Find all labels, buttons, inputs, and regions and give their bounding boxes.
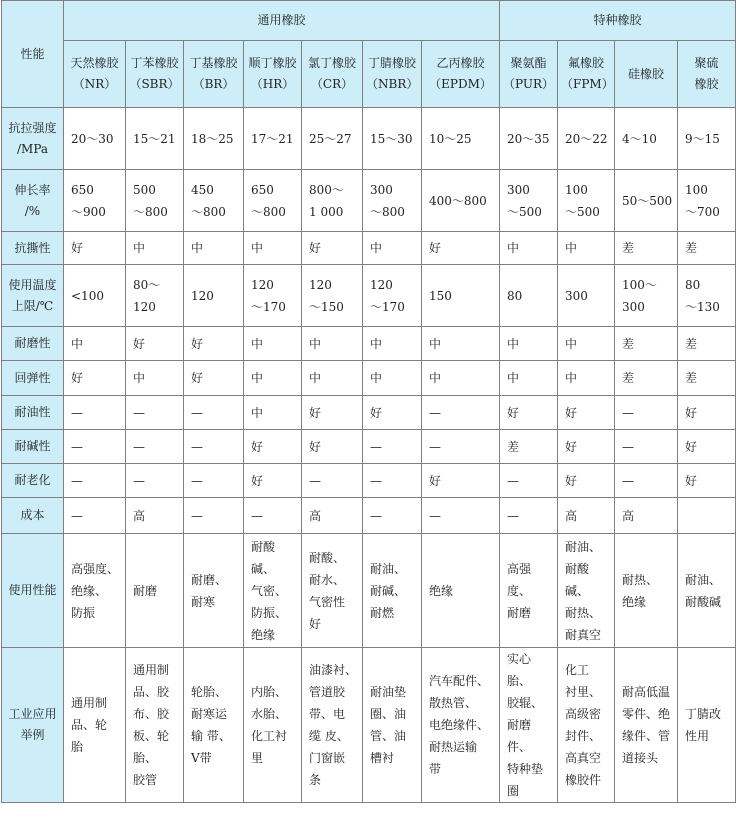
row-header: 伸长率 /%	[2, 170, 64, 232]
table-cell: 中	[244, 327, 302, 361]
table-row	[2, 108, 736, 170]
table-cell: <100	[64, 265, 126, 327]
column-header: 乙丙橡胶 （EPDM）	[422, 41, 500, 108]
table-cell: —	[363, 464, 422, 498]
row-header: 抗拉强度 /MPa	[2, 108, 64, 170]
table-cell: 800～ 1 000	[302, 170, 363, 232]
table-cell: 18～25	[184, 108, 244, 170]
table-cell: 10～25	[422, 108, 500, 170]
table-cell: 120	[184, 265, 244, 327]
table-cell: 80～120	[126, 265, 184, 327]
table-cell: 好	[244, 430, 302, 464]
table-cell: 中	[244, 396, 302, 430]
table-cell: —	[500, 464, 558, 498]
table-cell: 高	[126, 498, 184, 534]
property-header: 性能	[2, 1, 64, 108]
table-cell: 内胎、 水胎、 化工衬 里	[244, 648, 302, 803]
table-cell: —	[422, 396, 500, 430]
table-cell: 25～27	[302, 108, 363, 170]
row-header: 抗撕性	[2, 232, 64, 265]
table-cell: 中	[422, 361, 500, 396]
table-row	[2, 534, 736, 648]
special-rubber-group-header: 特种橡胶	[500, 1, 736, 41]
general-rubber-group-header: 通用橡胶	[64, 1, 500, 41]
table-cell: 好	[363, 396, 422, 430]
table-cell: 高	[558, 498, 615, 534]
table-cell: 中	[302, 327, 363, 361]
table-cell: 650 ～800	[244, 170, 302, 232]
table-cell: 中	[302, 361, 363, 396]
table-cell: 耐油、 耐碱、 耐燃	[363, 534, 422, 648]
row-header: 成本	[2, 498, 64, 534]
table-cell: —	[615, 430, 678, 464]
table-cell: 300 ～800	[363, 170, 422, 232]
table-cell: —	[363, 498, 422, 534]
table-cell: 差	[615, 327, 678, 361]
table-cell: —	[64, 430, 126, 464]
table-cell: —	[244, 498, 302, 534]
table-row	[2, 430, 736, 464]
table-cell: 绝缘	[422, 534, 500, 648]
table-cell: 好	[64, 232, 126, 265]
table-cell: 100 ～700	[678, 170, 736, 232]
table-cell: 中	[64, 327, 126, 361]
table-cell: 好	[184, 361, 244, 396]
table-cell: 中	[558, 361, 615, 396]
table-cell: 好	[500, 396, 558, 430]
table-cell: 汽车配件、 散热管、 电绝缘件、 耐热运输 带	[422, 648, 500, 803]
table-cell: 轮胎、 耐寒运 输 带、 V带	[184, 648, 244, 803]
table-cell: 好	[184, 327, 244, 361]
table-cell: 差	[678, 327, 736, 361]
table-cell: —	[126, 464, 184, 498]
table-cell: 耐磨	[126, 534, 184, 648]
table-cell: —	[422, 430, 500, 464]
table-cell: 好	[558, 430, 615, 464]
table-cell: 差	[500, 430, 558, 464]
column-header: 氯丁橡胶 （CR）	[302, 41, 363, 108]
table-cell: 耐高低温 零件、绝 缘件、管 道接头	[615, 648, 678, 803]
table-cell: 耐酸碱、 气密、 防振、 绝缘	[244, 534, 302, 648]
row-header: 使用性能	[2, 534, 64, 648]
table-cell: 高强度、 绝缘、 防振	[64, 534, 126, 648]
table-cell: 400～800	[422, 170, 500, 232]
table-row	[2, 327, 736, 361]
table-cell: 300 ～500	[500, 170, 558, 232]
column-header: 氟橡胶 （FPM）	[558, 41, 615, 108]
table-row	[2, 232, 736, 265]
table-body	[2, 108, 736, 803]
table-cell: 差	[615, 361, 678, 396]
table-cell: 中	[500, 361, 558, 396]
table-cell: 好	[64, 361, 126, 396]
row-header: 耐老化	[2, 464, 64, 498]
table-cell: 耐油垫 圈、油 管、油 槽衬	[363, 648, 422, 803]
table-cell: 耐磨、 耐寒	[184, 534, 244, 648]
table-cell: 650 ～900	[64, 170, 126, 232]
table-cell: 高	[302, 498, 363, 534]
table-row	[2, 648, 736, 803]
table-cell: 中	[244, 361, 302, 396]
table-row	[2, 361, 736, 396]
table-cell: 80 ～130	[678, 265, 736, 327]
table-cell: 450 ～800	[184, 170, 244, 232]
table-cell: 差	[678, 232, 736, 265]
table-cell: 中	[363, 361, 422, 396]
table-cell: —	[64, 498, 126, 534]
table-row	[2, 265, 736, 327]
table-cell: 120 ～170	[244, 265, 302, 327]
table-cell: 通用制 品、胶 布、胶 板、轮 胎、 胶管	[126, 648, 184, 803]
table-cell: 中	[422, 327, 500, 361]
table-cell: 好	[302, 396, 363, 430]
table-cell: 中	[126, 361, 184, 396]
row-header: 耐油性	[2, 396, 64, 430]
table-row	[2, 396, 736, 430]
table-cell: —	[500, 498, 558, 534]
table-cell: 实心胎、 胶辊、 耐磨件、 特种垫 圈	[500, 648, 558, 803]
table-cell: 80	[500, 265, 558, 327]
table-cell: —	[363, 430, 422, 464]
table-cell: 15～21	[126, 108, 184, 170]
table-cell: 100 ～500	[558, 170, 615, 232]
table-cell: 15～30	[363, 108, 422, 170]
table-cell: 中	[363, 232, 422, 265]
table-cell: 耐酸、 耐水、 气密性 好	[302, 534, 363, 648]
table-cell: 差	[615, 232, 678, 265]
table-cell: 中	[500, 232, 558, 265]
table-cell: 20～22	[558, 108, 615, 170]
table-cell: 高	[615, 498, 678, 534]
table-cell: 中	[126, 232, 184, 265]
table-cell: 好	[678, 396, 736, 430]
table-cell: 120 ～170	[363, 265, 422, 327]
table-cell: 20～30	[64, 108, 126, 170]
table-cell: 耐油、 耐酸碱	[678, 534, 736, 648]
column-header: 硅橡胶	[615, 41, 678, 108]
table-cell: —	[615, 396, 678, 430]
column-header: 聚硫 橡胶	[678, 41, 736, 108]
table-cell: 9～15	[678, 108, 736, 170]
table-cell: 中	[184, 232, 244, 265]
table-cell: —	[184, 464, 244, 498]
table-cell: 好	[422, 232, 500, 265]
table-cell: 耐油、 耐酸碱、 耐热、 耐真空	[558, 534, 615, 648]
table-cell: —	[64, 464, 126, 498]
table-cell: 好	[422, 464, 500, 498]
table-cell: 中	[558, 232, 615, 265]
table-row	[2, 170, 736, 232]
table-cell: —	[184, 396, 244, 430]
table-cell: 好	[126, 327, 184, 361]
table-cell: 好	[302, 232, 363, 265]
table-cell: 20～35	[500, 108, 558, 170]
column-header: 丁苯橡胶 （SBR）	[126, 41, 184, 108]
table-cell: —	[422, 498, 500, 534]
table-cell: 120 ～150	[302, 265, 363, 327]
row-header: 耐磨性	[2, 327, 64, 361]
column-header: 丁基橡胶 （BR）	[184, 41, 244, 108]
table-cell: —	[615, 464, 678, 498]
table-cell: 差	[678, 361, 736, 396]
table-cell: 中	[363, 327, 422, 361]
column-header: 顺丁橡胶 （HR）	[244, 41, 302, 108]
table-cell: 好	[678, 430, 736, 464]
table-cell: —	[126, 430, 184, 464]
table-cell: 150	[422, 265, 500, 327]
row-header: 使用温度 上限/℃	[2, 265, 64, 327]
table-cell: —	[126, 396, 184, 430]
table-cell: 高强度、 耐磨	[500, 534, 558, 648]
row-header: 工业应用 举例	[2, 648, 64, 803]
table-cell	[678, 498, 736, 534]
row-header: 耐碱性	[2, 430, 64, 464]
table-row	[2, 498, 736, 534]
table-cell: 100～300	[615, 265, 678, 327]
table-cell: 好	[558, 396, 615, 430]
table-cell: 好	[678, 464, 736, 498]
table-cell: 好	[244, 464, 302, 498]
table-cell: 50～500	[615, 170, 678, 232]
table-cell: —	[184, 430, 244, 464]
table-cell: 通用制 品、轮 胎	[64, 648, 126, 803]
table-cell: 17～21	[244, 108, 302, 170]
table-cell: —	[184, 498, 244, 534]
table-cell: 油漆衬、 管道胶 带、电 缆 皮、 门窗嵌 条	[302, 648, 363, 803]
rubber-properties-table	[1, 0, 736, 803]
table-cell: 化工 衬里、 高级密 封件、 高真空 橡胶件	[558, 648, 615, 803]
table-cell: —	[64, 396, 126, 430]
table-cell: 300	[558, 265, 615, 327]
column-header: 天然橡胶 （NR）	[64, 41, 126, 108]
table-cell: 中	[244, 232, 302, 265]
table-cell: 好	[302, 430, 363, 464]
table-cell: 中	[500, 327, 558, 361]
column-header: 聚氨酯 （PUR）	[500, 41, 558, 108]
table-cell: 耐热、 绝缘	[615, 534, 678, 648]
column-header: 丁腈橡胶 （NBR）	[363, 41, 422, 108]
row-header: 回弹性	[2, 361, 64, 396]
table-cell: 中	[558, 327, 615, 361]
table-cell: 4～10	[615, 108, 678, 170]
table-row	[2, 464, 736, 498]
table-cell: 500 ～800	[126, 170, 184, 232]
table-cell: —	[302, 464, 363, 498]
table-cell: 丁腈改 性用	[678, 648, 736, 803]
table-cell: 好	[558, 464, 615, 498]
